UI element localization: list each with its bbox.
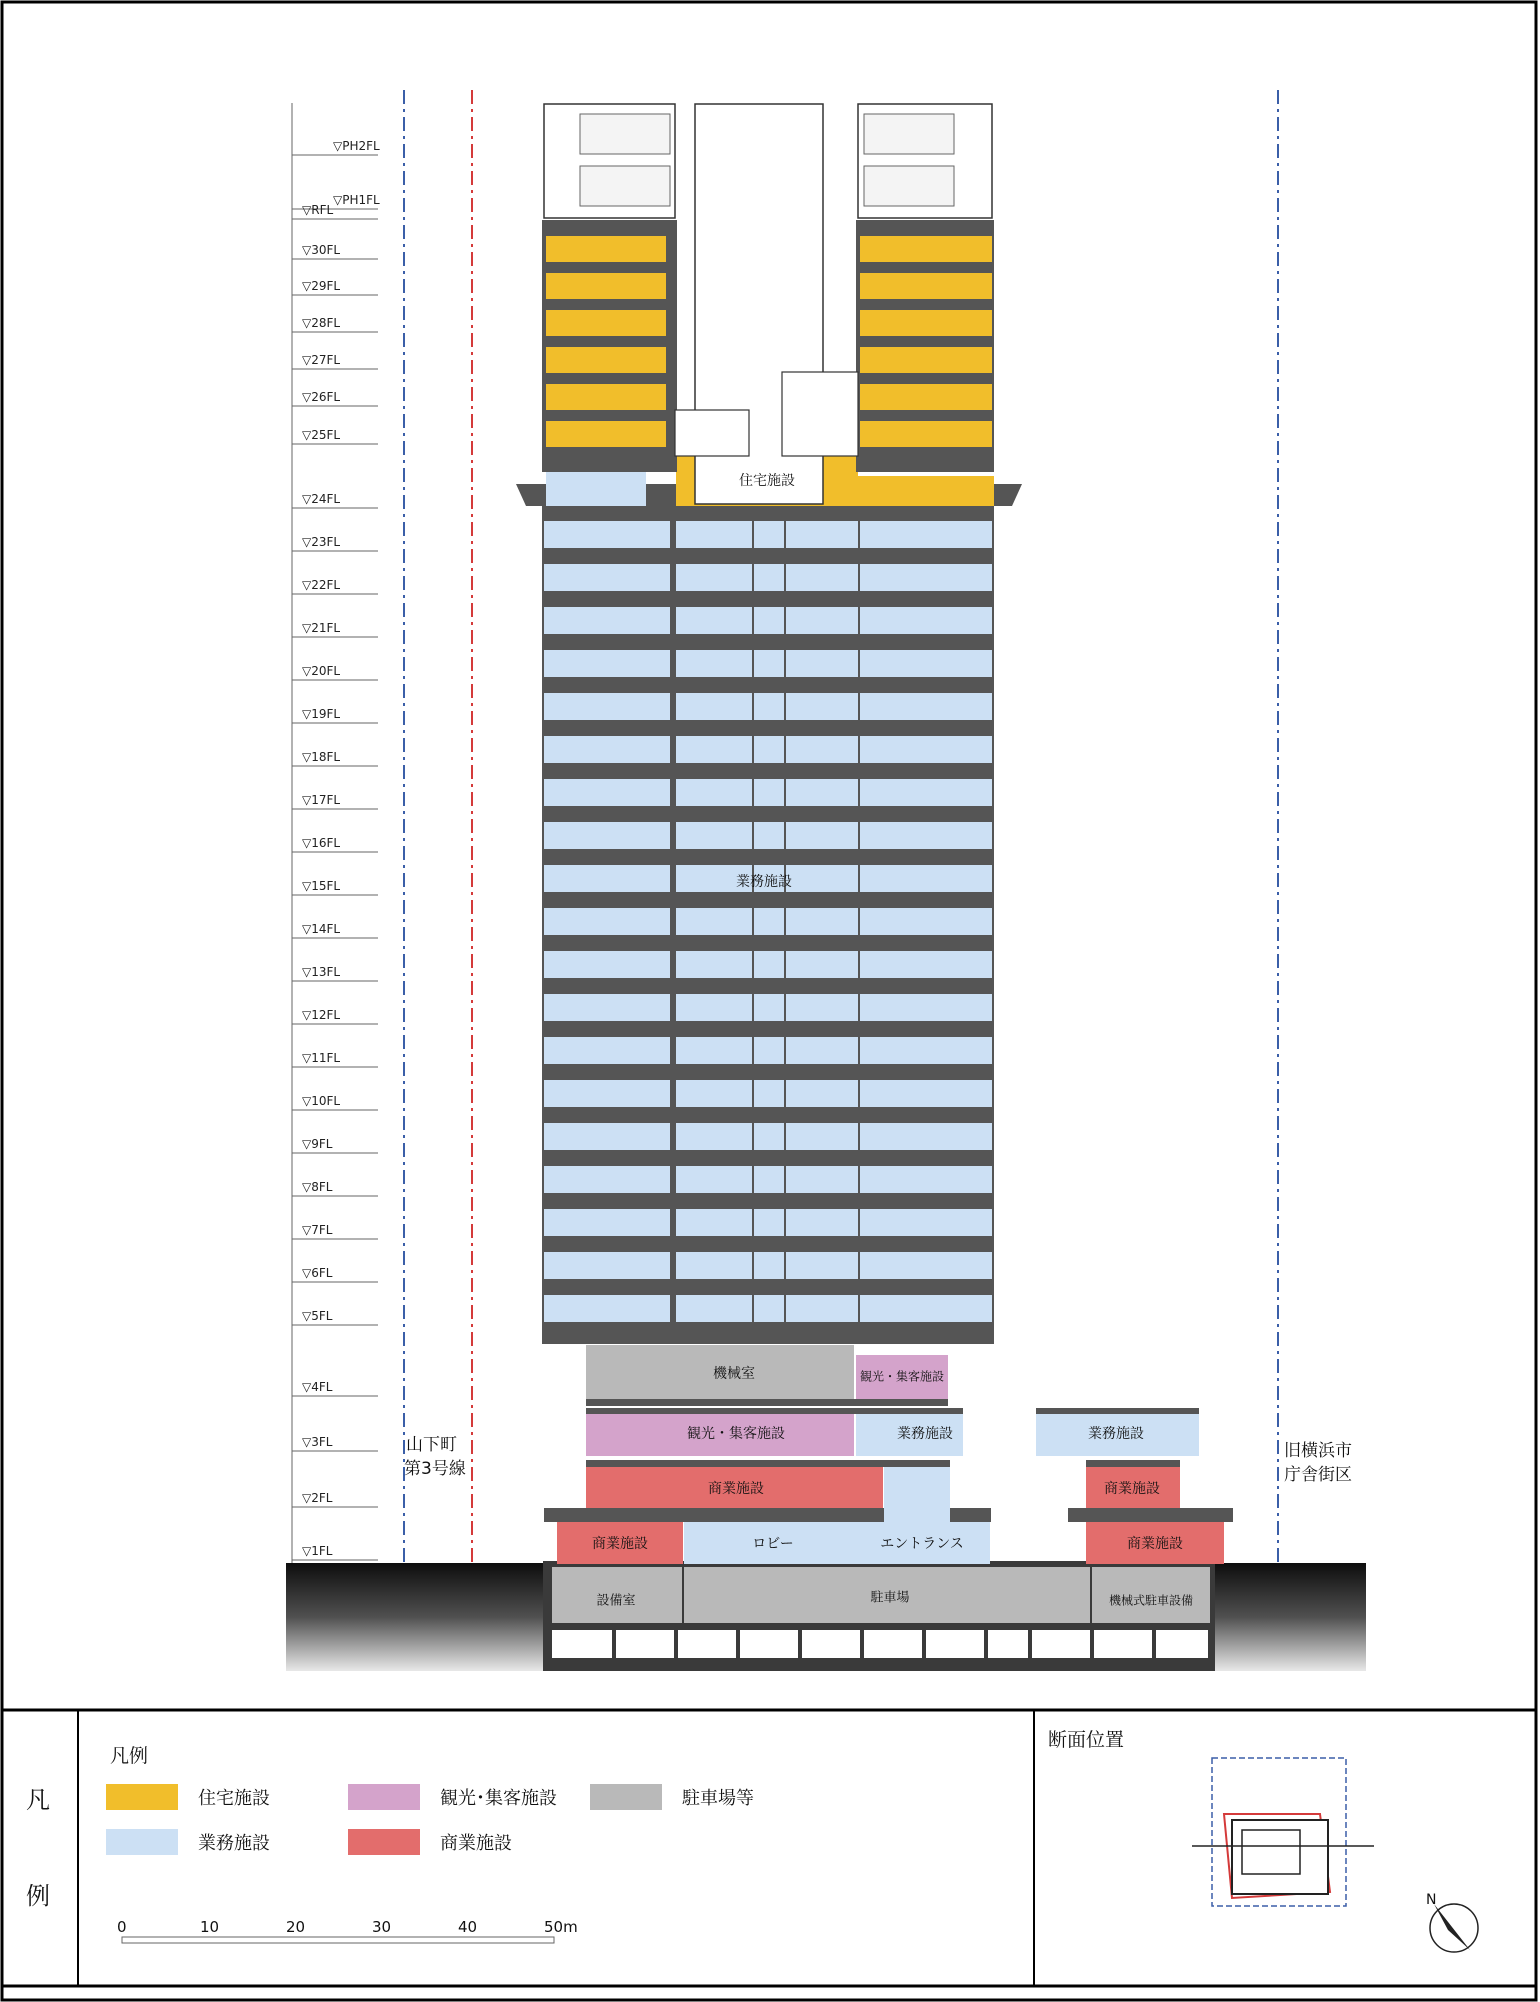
office-floor-band — [860, 607, 992, 634]
office-floor-band — [754, 1166, 784, 1193]
legend-heading: 凡例 — [110, 1745, 149, 1767]
office-floor-band — [786, 994, 858, 1021]
office-floor-band — [786, 908, 858, 935]
office-floor-band — [786, 1080, 858, 1107]
site-plan-building — [1232, 1820, 1328, 1894]
office-floor-band — [754, 650, 784, 677]
basement-grid-bay — [616, 1630, 674, 1658]
level-marker: ▽21FL — [302, 621, 341, 635]
penthouse-left-glass-1 — [580, 114, 670, 154]
residential-floor-band — [546, 421, 666, 447]
scale-tick-20: 20 — [286, 1918, 306, 1936]
level-marker: ▽16FL — [302, 836, 341, 850]
office-floor-band — [544, 521, 670, 548]
office-floor-band — [754, 1080, 784, 1107]
slab-2f — [586, 1460, 950, 1467]
office-floor-band — [544, 1080, 670, 1107]
crown-24f-left-office — [546, 472, 646, 506]
scale-tick-50m: 50m — [544, 1918, 578, 1936]
office-floor-band — [544, 865, 670, 892]
north-label: N — [1426, 1892, 1437, 1908]
office-floor-band — [676, 1295, 752, 1322]
level-marker: ▽18FL — [302, 750, 341, 764]
office-floor-band — [754, 564, 784, 591]
office-floor-band — [676, 607, 752, 634]
office-floor-band — [860, 779, 992, 806]
office-floor-band — [544, 1295, 670, 1322]
office-floor-band — [786, 693, 858, 720]
level-marker: ▽17FL — [302, 793, 341, 807]
office-floor-band — [676, 564, 752, 591]
scale-tick-0: 0 — [117, 1918, 127, 1936]
room-office-main-label: 業務施設 — [736, 874, 792, 890]
residential-floor-band — [860, 421, 992, 447]
legend-side-title-2: 例 — [26, 1882, 50, 1910]
level-marker: ▽PH1FL — [333, 193, 380, 207]
room-lobby-label: ロビー — [752, 1536, 794, 1552]
crown-24f-right-residential — [858, 476, 994, 506]
office-floor-band — [786, 1123, 858, 1150]
office-floor-band — [860, 822, 992, 849]
office-floor-band — [544, 693, 670, 720]
room-equipment-label: 設備室 — [596, 1593, 636, 1609]
office-floor-band — [786, 1166, 858, 1193]
office-floor-band — [786, 564, 858, 591]
level-marker: ▽23FL — [302, 535, 341, 549]
room-commercial-1f-right-label: 商業施設 — [1127, 1536, 1183, 1552]
basement-grid-bay — [802, 1630, 860, 1658]
basement-grid-bay — [988, 1630, 1028, 1658]
office-floor-band — [860, 736, 992, 763]
office-floor-band — [676, 1080, 752, 1107]
office-floor-band — [544, 1166, 670, 1193]
office-floor-band — [860, 1295, 992, 1322]
level-marker: ▽12FL — [302, 1008, 341, 1022]
legend-swatch-tourism — [348, 1784, 420, 1810]
office-floor-band — [786, 1295, 858, 1322]
slab-2f-right — [1086, 1460, 1180, 1467]
level-marker: ▽2FL — [302, 1491, 333, 1505]
level-marker: ▽20FL — [302, 664, 341, 678]
residential-floor-band — [546, 347, 666, 373]
office-floor-band — [676, 693, 752, 720]
office-floor-band — [860, 521, 992, 548]
legend-label-parking: 駐車場等 — [682, 1788, 754, 1809]
level-marker: ▽19FL — [302, 707, 341, 721]
office-floor-band — [676, 1252, 752, 1279]
level-marker: ▽1FL — [302, 1544, 333, 1558]
slab-3f-right — [1036, 1408, 1199, 1414]
level-markers — [292, 139, 380, 1623]
office-floor-band — [544, 564, 670, 591]
office-floor-band — [754, 994, 784, 1021]
level-marker: ▽6FL — [302, 1266, 333, 1280]
level-marker: ▽5FL — [302, 1309, 333, 1323]
office-floor-band — [544, 1252, 670, 1279]
level-marker: ▽27FL — [302, 353, 341, 367]
level-marker: ▽24FL — [302, 492, 341, 506]
office-floor-band — [544, 994, 670, 1021]
room-parking-label: 駐車場 — [870, 1590, 910, 1606]
office-floor-band — [860, 1080, 992, 1107]
parking-block-low — [990, 1582, 1090, 1623]
residential-floor-band — [860, 384, 992, 410]
office-floor-band — [754, 1295, 784, 1322]
office-floor-band — [544, 822, 670, 849]
office-floor-band — [544, 607, 670, 634]
office-floor-band — [544, 951, 670, 978]
office-floor-band — [676, 1037, 752, 1064]
room-office-3f-right-label: 業務施設 — [1088, 1426, 1144, 1442]
office-floor-band — [860, 1166, 992, 1193]
residential-floor-band — [860, 236, 992, 262]
penthouse-right-glass-1 — [864, 114, 954, 154]
level-marker: ▽26FL — [302, 390, 341, 404]
office-floor-band — [754, 1037, 784, 1064]
office-floor-band — [786, 951, 858, 978]
level-marker: ▽7FL — [302, 1223, 333, 1237]
room-entrance-label: エントランス — [880, 1536, 964, 1552]
level-marker: ▽22FL — [302, 578, 341, 592]
office-floor-band — [676, 650, 752, 677]
office-floor-band — [754, 521, 784, 548]
basement-grid-bay — [1094, 1630, 1152, 1658]
level-marker: ▽8FL — [302, 1180, 333, 1194]
office-floor-band — [860, 1252, 992, 1279]
atrium-void — [884, 1467, 950, 1522]
room-office-3f-center-label: 業務施設 — [897, 1426, 953, 1442]
level-marker: ▽4FL — [302, 1380, 333, 1394]
street-left-line2: 第3号線 — [404, 1459, 466, 1479]
office-floor-band — [754, 693, 784, 720]
street-right-line2: 庁舎街区 — [1284, 1465, 1352, 1485]
office-floor-band — [786, 736, 858, 763]
legend-label-office: 業務施設 — [198, 1833, 270, 1854]
level-marker: ▽13FL — [302, 965, 341, 979]
office-floor-band — [860, 650, 992, 677]
office-floor-band — [860, 693, 992, 720]
legend-swatch-residential — [106, 1784, 178, 1810]
legend-swatch-office — [106, 1829, 178, 1855]
office-floor-band — [676, 908, 752, 935]
street-left-line1: 山下町 — [406, 1435, 457, 1455]
scale-bar — [122, 1937, 554, 1943]
office-floor-band — [860, 1123, 992, 1150]
office-floor-band — [786, 521, 858, 548]
level-marker: ▽30FL — [302, 243, 341, 257]
room-mechanical-parking-label: 機械式駐車設備 — [1108, 1593, 1194, 1608]
office-floor-band — [544, 650, 670, 677]
office-floor-band — [676, 1209, 752, 1236]
penthouse-left-glass-2 — [580, 166, 670, 206]
room-tourism-3f-label: 観光・集客施設 — [687, 1426, 785, 1442]
level-marker: ▽11FL — [302, 1051, 341, 1065]
office-floor-band — [754, 607, 784, 634]
office-floor-band — [676, 994, 752, 1021]
legend-swatch-parking — [590, 1784, 662, 1810]
office-floor-band — [676, 1123, 752, 1150]
office-floor-band — [544, 736, 670, 763]
office-floor-band — [754, 1252, 784, 1279]
residential-floor-band — [546, 236, 666, 262]
office-floor-band — [676, 951, 752, 978]
room-residential-label: 住宅施設 — [739, 473, 795, 489]
office-floor-band — [544, 908, 670, 935]
office-floor-band — [786, 1252, 858, 1279]
residential-floor-band — [546, 273, 666, 299]
office-floor-band — [754, 779, 784, 806]
residential-floor-band — [860, 347, 992, 373]
legend-label-residential: 住宅施設 — [198, 1788, 270, 1809]
office-floor-band — [754, 822, 784, 849]
office-floor-band — [786, 650, 858, 677]
level-marker: ▽14FL — [302, 922, 341, 936]
residential-floor-band — [546, 384, 666, 410]
office-floor-band — [860, 1037, 992, 1064]
room-commercial-2f-right-label: 商業施設 — [1104, 1481, 1160, 1497]
office-floor-band — [544, 1209, 670, 1236]
street-right-line1: 旧横浜市 — [1284, 1441, 1352, 1461]
level-marker: ▽29FL — [302, 279, 341, 293]
legend-label-tourism: 観光･集客施設 — [440, 1788, 557, 1809]
room-commercial-1f-left-label: 商業施設 — [592, 1536, 648, 1552]
slab-4f — [586, 1399, 948, 1406]
level-marker: ▽28FL — [302, 316, 341, 330]
office-floor-band — [544, 1123, 670, 1150]
office-floor-band — [754, 1209, 784, 1236]
core-inner-left — [675, 410, 749, 456]
north-arrow-icon — [1434, 1904, 1470, 1950]
office-floor-band — [676, 736, 752, 763]
penthouse-right-glass-2 — [864, 166, 954, 206]
office-floor-band — [754, 1123, 784, 1150]
office-floor-band — [860, 1209, 992, 1236]
room-tourism-4f-label: 観光・集客施設 — [859, 1369, 945, 1384]
slab-3f — [586, 1408, 963, 1414]
level-marker: ▽PH2FL — [333, 139, 380, 153]
level-marker: ▽9FL — [302, 1137, 333, 1151]
office-floor-band — [676, 779, 752, 806]
scale-tick-40: 40 — [458, 1918, 478, 1936]
room-commercial-2f-label: 商業施設 — [708, 1481, 764, 1497]
office-floor-band — [786, 822, 858, 849]
basement-grid-bay — [926, 1630, 984, 1658]
office-floor-band — [786, 865, 858, 892]
room-machine-label: 機械室 — [713, 1366, 755, 1382]
legend-side-title-1: 凡 — [26, 1786, 50, 1814]
office-floor-band — [860, 994, 992, 1021]
office-floor-band — [676, 822, 752, 849]
basement-grid-bay — [740, 1630, 798, 1658]
office-floor-band — [754, 736, 784, 763]
basement-grid-bay — [1032, 1630, 1090, 1658]
office-floor-band — [676, 1166, 752, 1193]
legend-label-commercial: 商業施設 — [440, 1833, 512, 1854]
level-marker: ▽15FL — [302, 879, 341, 893]
office-floor-band — [676, 521, 752, 548]
office-floor-band — [544, 1037, 670, 1064]
level-marker: ▽RFL — [302, 203, 334, 217]
section-position-title: 断面位置 — [1048, 1729, 1125, 1751]
office-floor-band — [754, 951, 784, 978]
level-marker: ▽10FL — [302, 1094, 341, 1108]
basement-grid-bay — [864, 1630, 922, 1658]
office-floor-band — [786, 779, 858, 806]
office-floor-band — [786, 1209, 858, 1236]
office-floor-band — [786, 607, 858, 634]
office-floor-band — [786, 1037, 858, 1064]
north-arrow-circle — [1430, 1904, 1478, 1952]
office-floor-band — [860, 865, 992, 892]
legend-swatch-commercial — [348, 1829, 420, 1855]
office-floor-band — [544, 779, 670, 806]
level-marker: ▽3FL — [302, 1435, 333, 1449]
office-floor-band — [860, 908, 992, 935]
scale-tick-30: 30 — [372, 1918, 392, 1936]
residential-floor-band — [860, 310, 992, 336]
level-marker: ▽25FL — [302, 428, 341, 442]
office-floor-band — [754, 908, 784, 935]
scale-tick-10: 10 — [200, 1918, 220, 1936]
basement-grid-bay — [552, 1630, 612, 1658]
basement-grid-bay — [678, 1630, 736, 1658]
office-floor-band — [860, 951, 992, 978]
residential-floor-band — [546, 310, 666, 336]
podium-slab-1f-right — [1068, 1508, 1233, 1522]
basement-grid-bay — [1156, 1630, 1208, 1658]
residential-floor-band — [860, 273, 992, 299]
office-floor-band — [860, 564, 992, 591]
core-inner-right — [782, 372, 858, 456]
